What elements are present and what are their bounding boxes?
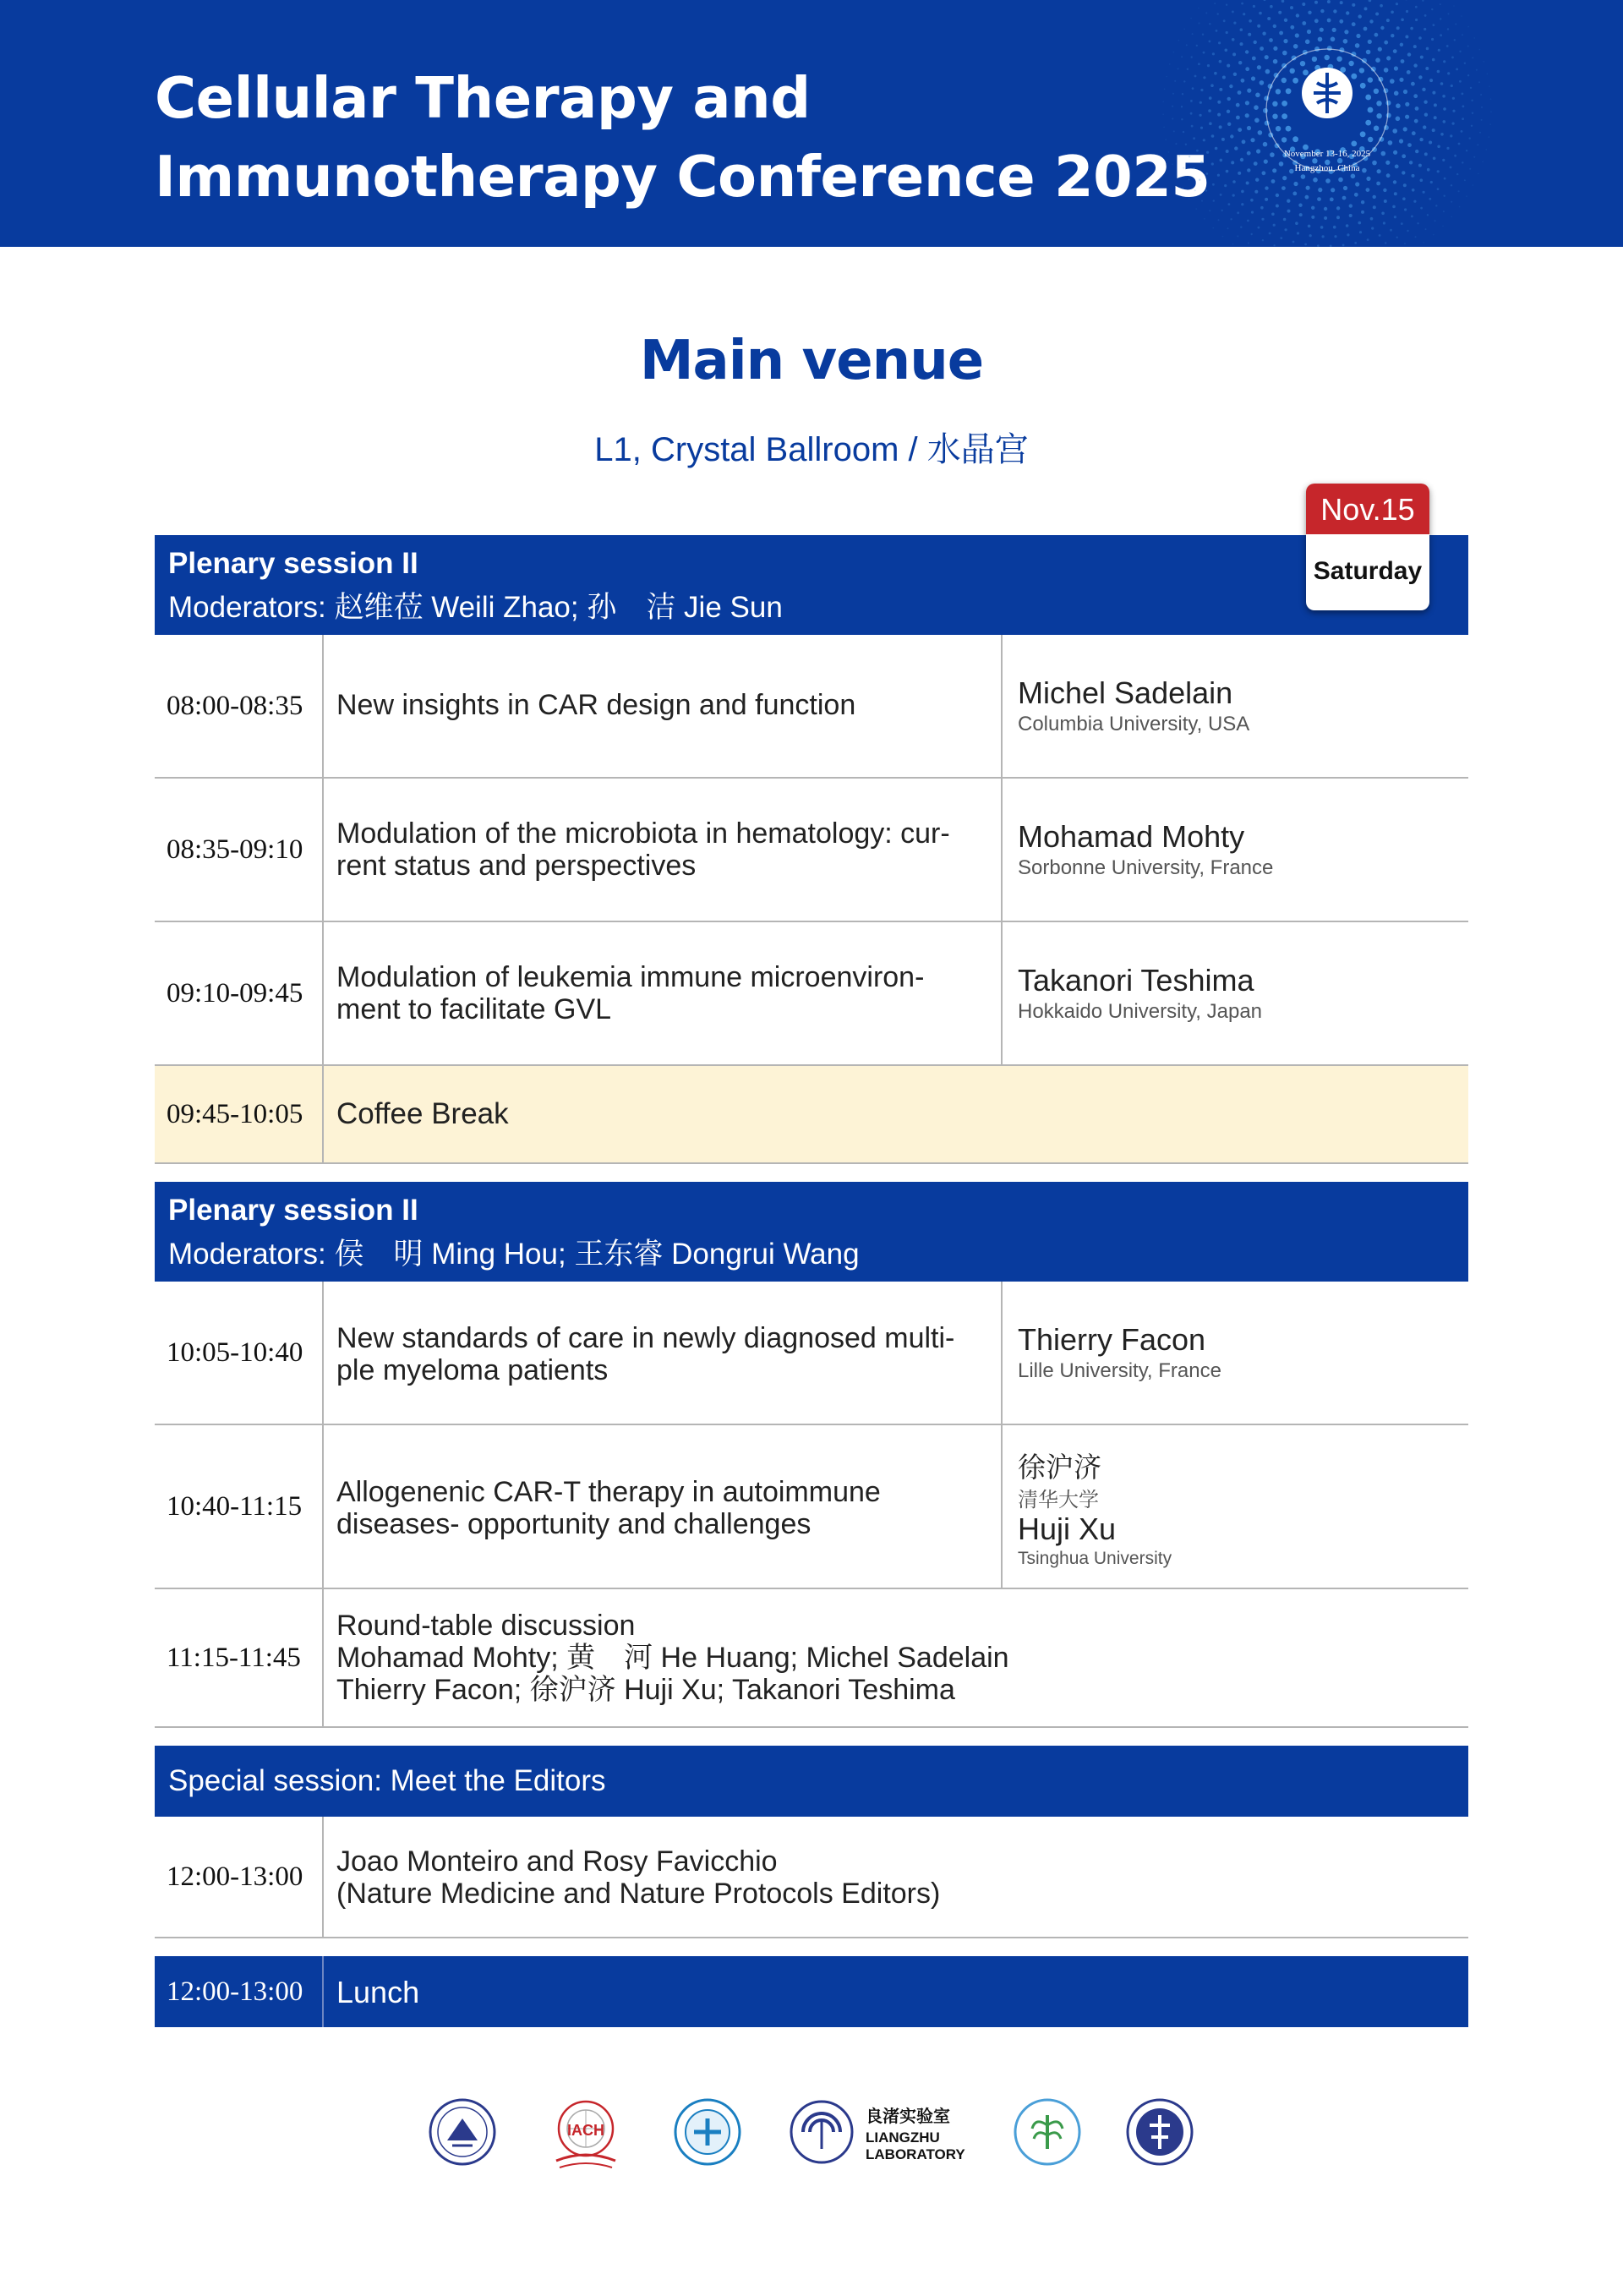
- editors-journals: (Nature Medicine and Nature Protocols Editors): [336, 1878, 941, 1910]
- date-badge-date: Nov.15: [1306, 484, 1429, 534]
- row-time: 09:10-09:45: [155, 922, 324, 1064]
- speaker-affiliation-cn: 清华大学: [1018, 1489, 1099, 1512]
- row-topic-line: New standards of care in newly diagnosed multi-: [336, 1322, 955, 1354]
- row-speaker: [1001, 779, 1468, 921]
- row-time: 10:40-11:15: [155, 1425, 324, 1588]
- hospital-logo-icon: [672, 2096, 743, 2168]
- zhejiang-university-logo-icon: [427, 2096, 498, 2168]
- special-session-title: Special session: Meet the Editors: [168, 1764, 606, 1797]
- row-topic: [336, 961, 996, 1025]
- speaker-affiliation: Columbia University, USA: [1018, 713, 1250, 735]
- speaker-affiliation: Tsinghua University: [1018, 1549, 1172, 1568]
- speaker-name: Takanori Teshima: [1018, 963, 1254, 998]
- coffee-break-row: [155, 1066, 1468, 1164]
- row-topic-line: Modulation of leukemia immune microenviron-: [336, 961, 925, 993]
- header-banner: [0, 0, 1623, 247]
- row-time: 11:15-11:45: [155, 1589, 324, 1726]
- speaker-affiliation: Sorbonne University, France: [1018, 856, 1274, 879]
- liangzhu-laboratory-logo-icon: [786, 2096, 972, 2168]
- table-row: [155, 1817, 1468, 1938]
- conference-emblem-icon: [1158, 0, 1496, 247]
- row-topic: [336, 1476, 996, 1540]
- speaker-name: Mohamad Mohty: [1018, 819, 1245, 854]
- row-time: 08:35-09:10: [155, 779, 324, 921]
- session-header: [155, 1182, 1468, 1282]
- speaker-affiliation: Hokkaido University, Japan: [1018, 1000, 1263, 1023]
- row-topic-line: Allogenenic CAR-T therapy in autoimmune: [336, 1476, 881, 1508]
- special-session-text: [336, 1845, 1435, 1910]
- conference-title: [155, 59, 1210, 216]
- lunch-label: Lunch: [336, 1975, 420, 2009]
- row-speaker: [1001, 1425, 1468, 1588]
- row-topic-line: diseases- opportunity and challenges: [336, 1508, 812, 1540]
- roundtable-row: [155, 1589, 1468, 1728]
- roundtable-participants: Mohamad Mohty; 黄 河 He Huang; Michel Sadelain: [336, 1642, 1009, 1674]
- speaker-name-cn: 徐沪济: [1018, 1451, 1101, 1483]
- row-topic-line: Modulation of the microbiota in hematology: cur-: [336, 817, 950, 850]
- session-title: Plenary session II: [168, 1194, 418, 1227]
- table-row: [155, 635, 1468, 779]
- row-time: 12:00-13:00: [155, 1817, 324, 1937]
- iach-label: IACH: [567, 2122, 604, 2139]
- date-badge: [1306, 484, 1429, 610]
- speaker-name: Michel Sadelain: [1018, 675, 1233, 710]
- row-time: 09:45-10:05: [155, 1066, 324, 1162]
- session-moderators: Moderators: 赵维莅 Weili Zhao; 孙 洁 Jie Sun: [168, 591, 783, 624]
- session-header: [155, 535, 1468, 635]
- speaker-affiliation: Lille University, France: [1018, 1359, 1221, 1382]
- roundtable-text: [336, 1610, 1435, 1706]
- emblem-date: November 13-16, 2025: [1283, 149, 1371, 159]
- venue-title: Main venue: [639, 330, 984, 392]
- row-topic: [336, 1322, 996, 1386]
- liangzhu-name-en1: LIANGZHU: [866, 2129, 940, 2146]
- row-topic: [336, 817, 996, 882]
- speaker-name: Huji Xu: [1018, 1512, 1117, 1546]
- table-row: [155, 922, 1468, 1066]
- liangzhu-name-cn: 良渚实验室: [866, 2106, 950, 2126]
- row-topic-line: rent status and perspectives: [336, 850, 697, 882]
- roundtable-title: Round-table discussion: [336, 1610, 636, 1642]
- sponsor-logos: [0, 2096, 1623, 2181]
- medical-society-logo-icon: [1124, 2096, 1195, 2168]
- liangzhu-name-en2: LABORATORY: [866, 2146, 965, 2162]
- row-speaker: [1001, 922, 1468, 1064]
- table-row: [155, 779, 1468, 922]
- date-badge-day: Saturday: [1313, 557, 1423, 585]
- session-moderators: Moderators: 侯 明 Ming Hou; 王东睿 Dongrui Wang: [168, 1238, 860, 1271]
- session-title: Plenary session II: [168, 547, 418, 580]
- speaker-name: Thierry Facon: [1018, 1322, 1206, 1357]
- row-time: 12:00-13:00: [155, 1956, 324, 2027]
- row-speaker: [1001, 635, 1468, 777]
- coffee-break-label: Coffee Break: [336, 1097, 509, 1130]
- conference-title-line1: Cellular Therapy and: [155, 65, 811, 131]
- emblem-place: Hangzhou, China: [1294, 163, 1360, 173]
- row-topic-line: ment to facilitate GVL: [336, 993, 612, 1025]
- table-row: [155, 1282, 1468, 1425]
- conference-title-line2: Immunotherapy Conference 2025: [155, 144, 1210, 210]
- row-time: 10:05-10:40: [155, 1282, 324, 1424]
- row-topic: New insights in CAR design and function: [336, 689, 856, 721]
- association-logo-icon: [1012, 2096, 1083, 2168]
- special-session-header: [155, 1746, 1468, 1817]
- table-row: [155, 1425, 1468, 1589]
- row-time: 08:00-08:35: [155, 635, 324, 777]
- roundtable-participants: Thierry Facon; 徐沪济 Huji Xu; Takanori Teshima: [336, 1674, 955, 1706]
- row-speaker: [1001, 1282, 1468, 1424]
- editors-names: Joao Monteiro and Rosy Favicchio: [336, 1845, 778, 1878]
- iach-logo-icon: [539, 2096, 632, 2174]
- lunch-row: [155, 1956, 1468, 2027]
- venue-subtitle: L1, Crystal Ballroom / 水晶宫: [594, 431, 1029, 468]
- row-topic-line: ple myeloma patients: [336, 1354, 609, 1386]
